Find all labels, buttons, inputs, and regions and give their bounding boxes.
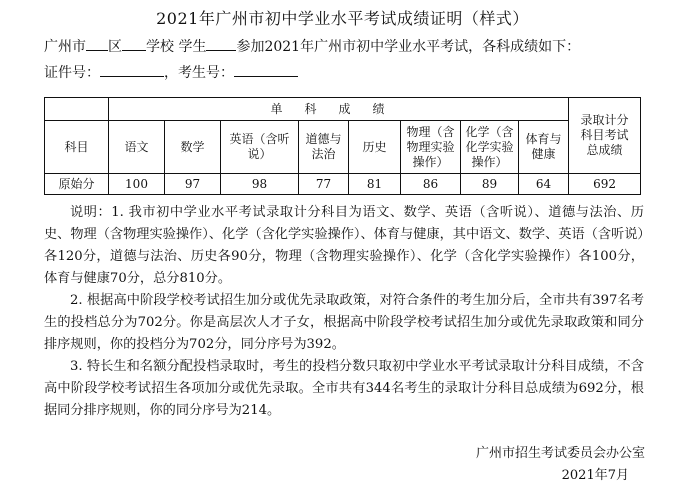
- exam-no-label: ，考生号：: [164, 65, 234, 81]
- subject-score: 81: [349, 174, 401, 195]
- header-line: [44, 36, 580, 56]
- district-label: 区: [108, 39, 122, 55]
- subject-name: 数学: [165, 121, 221, 174]
- note-paragraph: 3. 特长生和名额分配投档录取时，考生的投档分数只取初中学业水平考试录取计分科目成绩，不含高中阶段学校考试招生各项加分或优先录取。全市共有344名考生的录取计分科目总成绩为692分，根据同分排序规则，你的同分序号为214。: [44, 359, 644, 418]
- subject-score: 97: [165, 174, 221, 195]
- subject-name: 道德与法治: [299, 121, 349, 174]
- subject-row: [45, 121, 641, 174]
- id-blank: [100, 62, 164, 77]
- school-blank: [122, 36, 146, 51]
- student-blank: [206, 36, 236, 51]
- subject-name: 语文: [109, 121, 165, 174]
- note-paragraph: 2. 根据高中阶段学校考试招生加分或优先录取政策，对符合条件的考生加分后，全市共有397名考生的投档总分为702分。你是高层次人才子女，根据高中阶段学校考试招生加分或优先录取政策和同分排序规则，你的投档分为702分，同分序号为392。: [44, 293, 644, 352]
- subject-name: 物理（含物理实验操作）: [401, 121, 461, 174]
- note-paragraph: 说明：1. 我市初中学业水平考试录取计分科目为语文、数学、英语（含听说）、道德与法治、历史、物理（含物理实验操作）、化学（含化学实验操作）、体育与健康，其中语文、数学、英语（含听说）各120分，道德与法治、历史各90分，物理（含物理实验操作）、化学（含化学实验操作）各100分，体育与健康70分，总分810分。: [44, 205, 645, 286]
- corner-cell: [45, 98, 109, 121]
- exam-no-blank: [234, 62, 298, 77]
- subject-name: 英语（含听说）: [221, 121, 299, 174]
- subject-score: 64: [519, 174, 569, 195]
- subject-score: 86: [401, 174, 461, 195]
- score-row: [45, 174, 641, 195]
- notes: [44, 202, 644, 422]
- subject-score: 98: [221, 174, 299, 195]
- city-label: 广州市: [44, 39, 86, 55]
- subject-score: 77: [299, 174, 349, 195]
- total-header: 录取计分科目考试总成绩: [569, 98, 641, 174]
- score-table: [44, 97, 641, 195]
- subject-name: 历史: [349, 121, 401, 174]
- subject-name: 化学（含化学实验操作）: [461, 121, 519, 174]
- issue-date: 2021年7月: [561, 468, 629, 483]
- issuer-org: 广州市招生考试委员会办公室: [475, 446, 645, 461]
- student-label: 学生: [178, 39, 207, 55]
- subject-name: 体育与健康: [519, 121, 569, 174]
- page-title: 2021年广州市初中学业水平考试成绩证明（样式）: [156, 9, 529, 28]
- id-label: 证件号：: [44, 65, 100, 81]
- total-score: 692: [569, 174, 641, 195]
- subject-score: 89: [461, 174, 519, 195]
- group-header: 单科成绩: [109, 98, 569, 121]
- subject-row-label: 科目: [45, 121, 109, 174]
- district-blank: [86, 36, 108, 51]
- subject-score: 100: [109, 174, 165, 195]
- school-label: 学校: [146, 39, 174, 55]
- id-line: [44, 62, 298, 82]
- score-row-label: 原始分: [45, 174, 109, 195]
- header-rest: 参加2021年广州市初中学业水平考试，各科成绩如下：: [236, 39, 581, 55]
